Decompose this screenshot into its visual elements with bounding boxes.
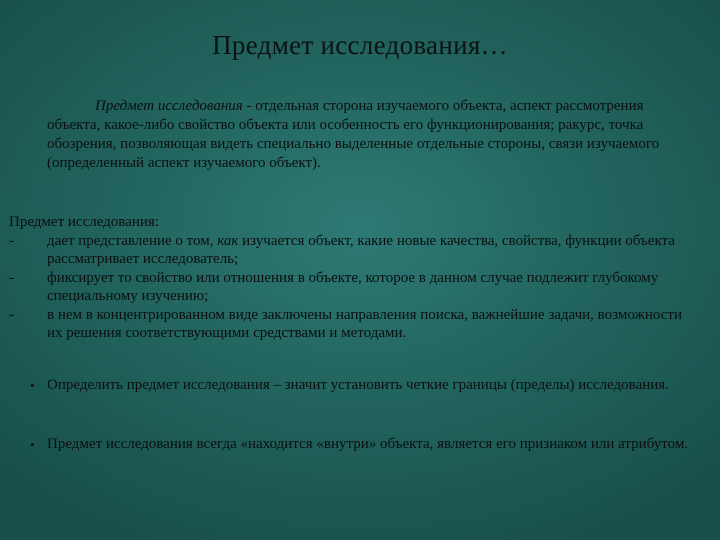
list-item-text: в нем в концентрированном виде заключены направления поиска, важнейшие задачи, возможности их решения соответствующими средствами и методами. (47, 306, 682, 341)
list-item-text-end: изучается объект, какие новые качества, свойства, функции объекта рассматривает исследователь; (47, 232, 675, 267)
section-heading: Предмет исследования: (9, 214, 159, 230)
dash-marker: - (9, 232, 14, 249)
list-item (9, 306, 699, 343)
list-item-text: фиксирует то свойство или отношения в объекте, которое в данном случае подлежит глубокому специальному изучению; (47, 269, 659, 304)
subject-properties-section (9, 213, 699, 343)
definition-term: Предмет исследования (95, 98, 243, 114)
bullet-text: Предмет исследования всегда «находится «внутри» объекта, является его признаком или атрибутом. (47, 436, 689, 452)
list-item-text (47, 233, 675, 268)
slide-title: Предмет исследования… (212, 30, 508, 60)
list-item-emphasis: как (217, 232, 239, 249)
definition-paragraph (47, 97, 687, 173)
bullet-marker: • (30, 378, 35, 393)
list-item (9, 232, 699, 269)
bullet-point (30, 435, 697, 454)
bullet-point (30, 376, 697, 395)
list-item-text-start: дает представление о том, (47, 232, 218, 249)
dash-marker: - (9, 306, 14, 323)
dash-marker: - (9, 269, 14, 286)
definition-text: - отдельная сторона изучаемого объекта, аспект рассмотрения объекта, какое-либо свойство объекта или особенность его функционирования; ракурс, точка обозрения, позволяющая видеть специально выделенные отдельные стороны, связи изучаемого (определенный аспект изучаемого объект). (47, 98, 660, 171)
bullet-marker: • (30, 437, 35, 452)
bullet-text: Определить предмет исследования – значит установить четкие границы (пределы) исследования. (47, 377, 669, 393)
list-item (9, 269, 699, 306)
